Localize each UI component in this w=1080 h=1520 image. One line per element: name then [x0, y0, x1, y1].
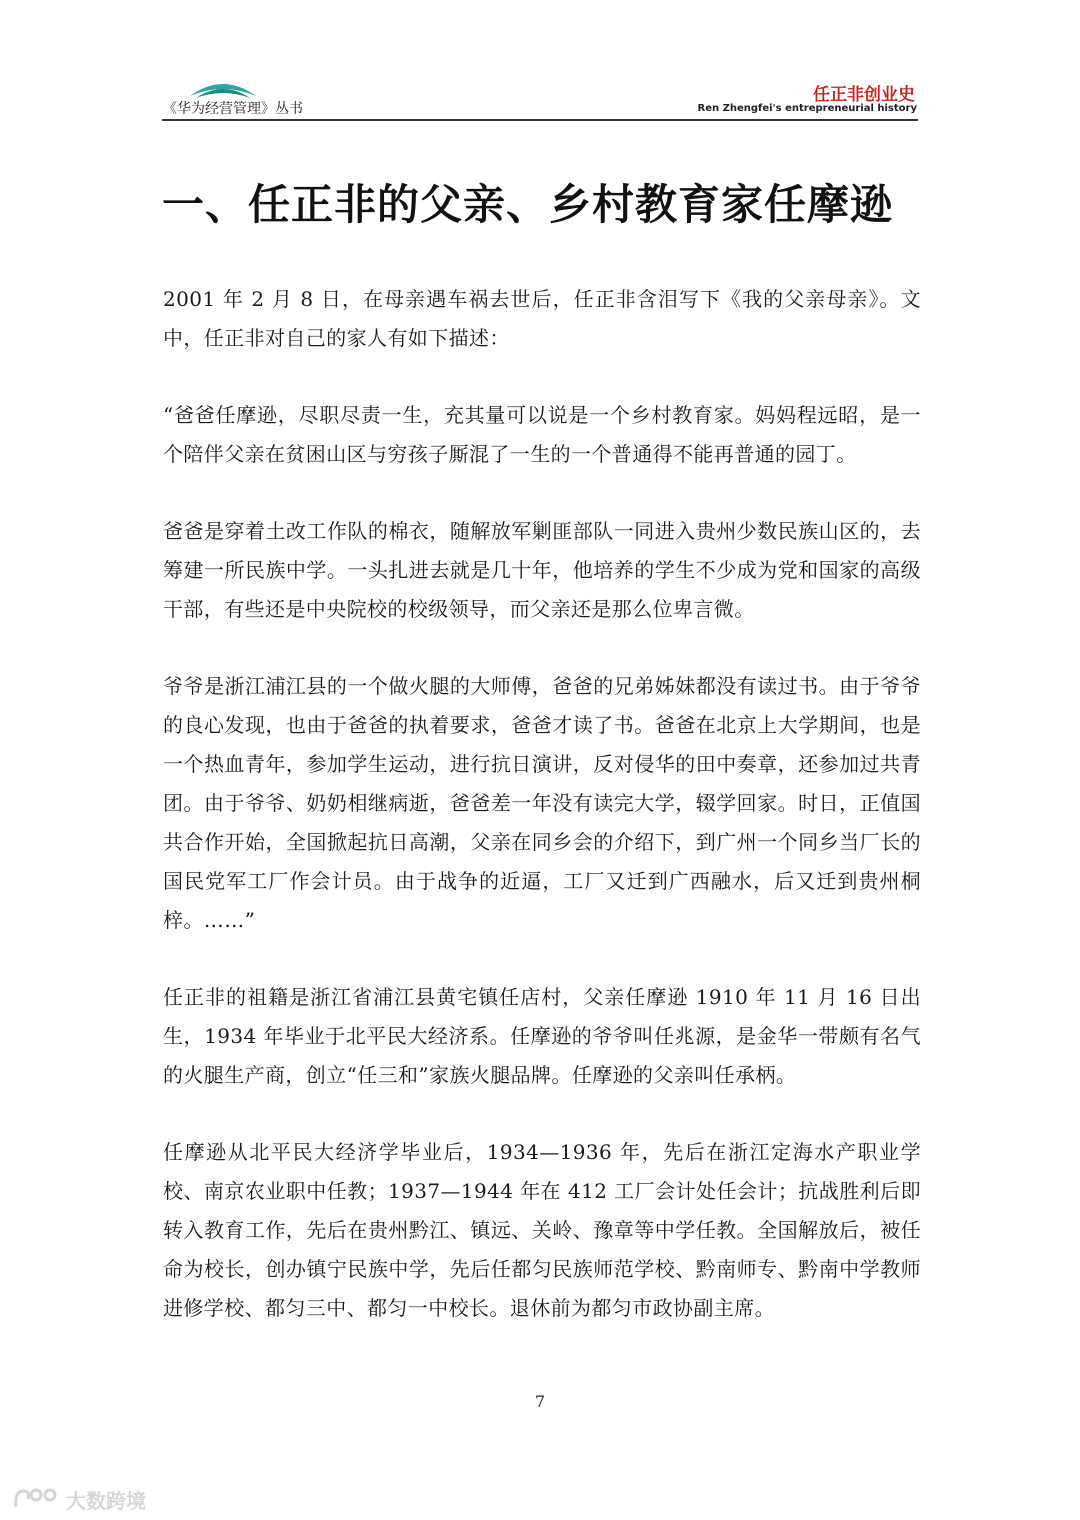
- paragraph: 爸爸是穿着土改工作队的棉衣，随解放军剿匪部队一同进入贵州少数民族山区的，去筹建一所民族中学。一头扎进去就是几十年，他培养的学生不少成为党和国家的高级干部，有些还是中央院校的校级领导，而父亲还是那么位卑言微。: [163, 519, 921, 621]
- paragraph: 任正非的祖籍是浙江省浦江县黄宅镇任店村，父亲任摩逊 1910 年 11 月 16 日出生，1934 年毕业于北平民大经济系。任摩逊的爷爷叫任兆源，是金华一带颇有名气的火腿生产商，创立“任三和”家族火腿品牌。任摩逊的父亲叫任承柄。: [163, 985, 922, 1087]
- watermark-logo-icon: [10, 1485, 62, 1513]
- header-divider: [162, 119, 918, 121]
- paragraph: 任摩逊从北平民大经济学毕业后，1934—1936 年，先后在浙江定海水产职业学校、南京农业职中任教；1937—1944 年在 412 工厂会计处任会计；抗战胜利后即转入教育工作，先后在贵州黔江、镇远、关岭、豫章等中学任教。全国解放后，被任命为校长，创办镇宁民族中学，先后任都匀民族师范学校、黔南师专、黔南中学教师进修学校、都匀三中、都匀一中校长。退休前为都匀市政协副主席。: [163, 1140, 921, 1320]
- paragraph: “爸爸任摩逊，尽职尽责一生，充其量可以说是一个乡村教育家。妈妈程远昭，是一个陪伴父亲在贫困山区与穷孩子厮混了一生的一个普通得不能再普通的园丁。: [163, 403, 921, 466]
- page-header: [0, 0, 1080, 130]
- body-text: [163, 280, 921, 1366]
- book-subtitle: Ren Zhengfei's entrepreneurial history: [697, 103, 917, 114]
- page-number: 7: [534, 1392, 546, 1411]
- watermark: [10, 1484, 146, 1514]
- paragraph: 爷爷是浙江浦江县的一个做火腿的大师傅，爸爸的兄弟姊妹都没有读过书。由于爷爷的良心发现，也由于爸爸的执着要求，爸爸才读了书。爸爸在北京上大学期间，也是一个热血青年，参加学生运动，进行抗日演讲，反对侵华的田中奏章，还参加过共青团。由于爷爷、奶奶相继病逝，爸爸差一年没有读完大学，辍学回家。时日，正值国共合作开始，全国掀起抗日高潮，父亲在同乡会的介绍下，到广州一个同乡当厂长的国民党军工厂作会计员。由于战争的近逼，工厂又迁到广西融水，后又迁到贵州桐梓。……”: [163, 674, 921, 932]
- chapter-title: 一、任正非的父亲、乡村教育家任摩逊: [162, 180, 894, 229]
- book-title: 任正非创业史: [813, 85, 915, 105]
- watermark-text: 大数跨境: [66, 1488, 146, 1513]
- paragraph: 2001 年 2 月 8 日，在母亲遇车祸去世后，任正非含泪写下《我的父亲母亲》。文中，任正非对自己的家人有如下描述：: [163, 287, 921, 350]
- series-title: 《华为经营管理》丛书: [163, 101, 303, 117]
